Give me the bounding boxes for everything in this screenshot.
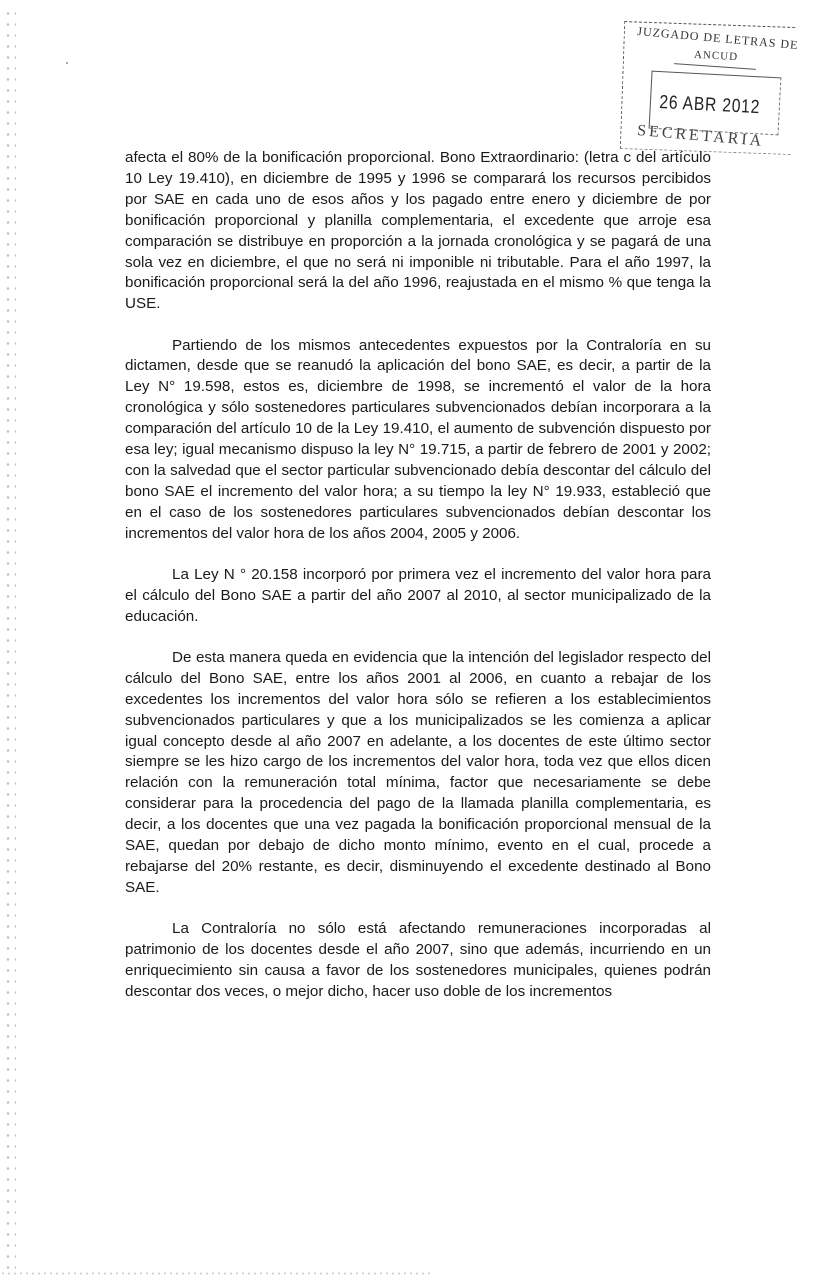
- stamp-court-name: JUZGADO DE LETRAS DE: [636, 24, 800, 53]
- stamp-office: SECRETARIA: [636, 122, 765, 151]
- paragraph-antecedentes: Partiendo de los mismos antecedentes expuestos por la Contraloría en su dictamen, desde que se reanudó la aplicación del bono SAE, es decir, a partir de la Ley N° 19.598, estos es, diciembre de 1998, se incrementó el valor de la hora cronológica y sólo sostenedores particulares subvencionados debían incorporara a la comparación del artículo 10 de la Ley 19.410, el aumento de subvención dispuesto por esa ley; igual mecanismo dispuso la ley N° 19.715, a partir de febrero de 2001 y 2002; con la salvedad que el sector particular subvencionado debía descontar del cálculo del bono SAE el incremento del valor hora; a su tiempo la ley N° 19.933, estableció que en el caso de los sostenedores particulares subvencionados debían descontar los incrementos del valor hora de los años 2004, 2005 y 2006.: [125, 336, 711, 542]
- scan-margin-specks: [4, 8, 16, 1270]
- scan-dot: [66, 62, 68, 64]
- paragraph-intencion-legislador: De esta manera queda en evidencia que la intención del legislador respecto del cálculo del Bono SAE, entre los años 2001 al 2006, en cuanto a rebajar de los excedentes los incrementos del valor hora sólo se refieren a los establecimientos subvencionados particulares y que a los municipalizados se les comienza a aplicar igual concepto desde al año 2007 en adelante, a los docentes de este último sector siempre se les hizo cargo de los incrementos del valor hora, toda vez que ellos dicen relación con la remuneración total mínima, factor que necesariamente se debe considerar para la procedencia del pago de la llamada planilla complementaria, es decir, a los docentes que una vez pagada la bonificación proporcional mensual de la SAE, quedan por debajo de dicho monto mínimo, evento en el cual, procede a rebajarse del 20% restante, es decir, disminuyendo el excedente destinado al Bono SAE.: [125, 648, 711, 896]
- scan-bottom-specks: [0, 1272, 430, 1275]
- stamp-date: 26 ABR 2012: [658, 92, 761, 119]
- stamp-city: ANCUD: [693, 48, 739, 64]
- document-body: [125, 148, 711, 1023]
- paragraph-ley-20158: La Ley N ° 20.158 incorporó por primera vez el incremento del valor hora para el cálculo del Bono SAE a partir del año 2007 al 2010, al sector municipalizado de la educación.: [125, 565, 711, 625]
- court-stamp: [612, 18, 812, 158]
- paragraph-continuation: afecta el 80% de la bonificación proporcional. Bono Extraordinario: (letra c del artículo 10 Ley 19.410), en diciembre de 1995 y 1996 se comparará los recursos percibidos por SAE en cada uno de esos años y los pagado entre enero y diciembre de por bonificación proporcional y planilla complementaria, el excedente que arroje esa comparación se distribuye en proporción a la jornada cronológica y se pagará de una sola vez en diciembre, el que no será ni imponible ni tributable. Para el año 1997, la bonificación proporcional será la del año 1996, reajustada en el mismo % que tenga la USE.: [125, 149, 711, 313]
- paragraph-contraloria: La Contraloría no sólo está afectando remuneraciones incorporadas al patrimonio de los docentes desde el año 2007, sino que además, incurriendo en un enriquecimiento sin causa a favor de los sostenedores municipales, quienes podrán descontar dos veces, o mejor dicho, hacer uso doble de los incrementos: [125, 920, 711, 1000]
